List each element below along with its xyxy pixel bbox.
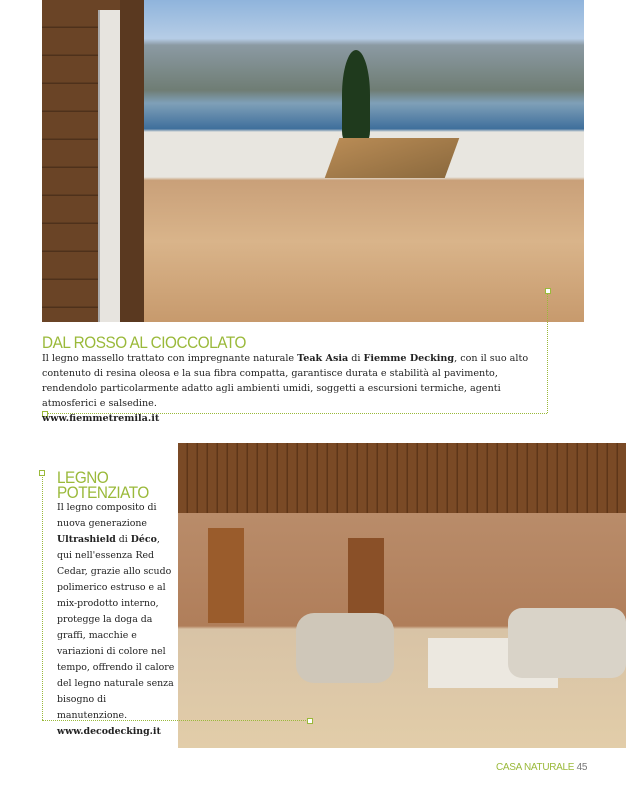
article2-title: LEGNO POTENZIATO [57,468,149,502]
frame-square [545,288,551,294]
frame-line [42,477,43,720]
article2-body: Il legno composito di nuova generazione Ultrashield di Déco, qui nell'essenza Red Cedar, grazie allo scudo polimerico estruso e al mix-prodotto interno, protegge la doga da graffi, macchie e variazioni di colore nel tempo, offrendo il calore del legno naturale senza bisogno di manutenzione. www.decodecking.it [57,502,175,737]
magazine-name: CASA NATURALE [496,762,575,773]
pergola-patio-photo [178,443,626,748]
article1-url[interactable]: www.fiemmetremila.it [42,413,160,424]
frame-square [39,470,45,476]
page-folio [496,762,587,773]
article1-title: DAL ROSSO AL CIOCCOLATO [42,333,246,352]
article1-body: Il legno massello trattato con impregnante naturale Teak Asia di Fiemme Decking, con il suo alto contenuto di resina oleosa e la sua fibra compatta, garantisce durata e stabilità al pavimento, rendendolo particolarmente adatto agli ambienti umidi, soggetti a escursioni termiche, agenti atmosferici e salsedine. www.fiemmetremila.it [42,353,529,424]
frame-square [307,718,313,724]
terrace-deck-photo [42,0,584,322]
article2-url[interactable]: www.decodecking.it [57,726,161,737]
page-number: 45 [576,762,588,773]
